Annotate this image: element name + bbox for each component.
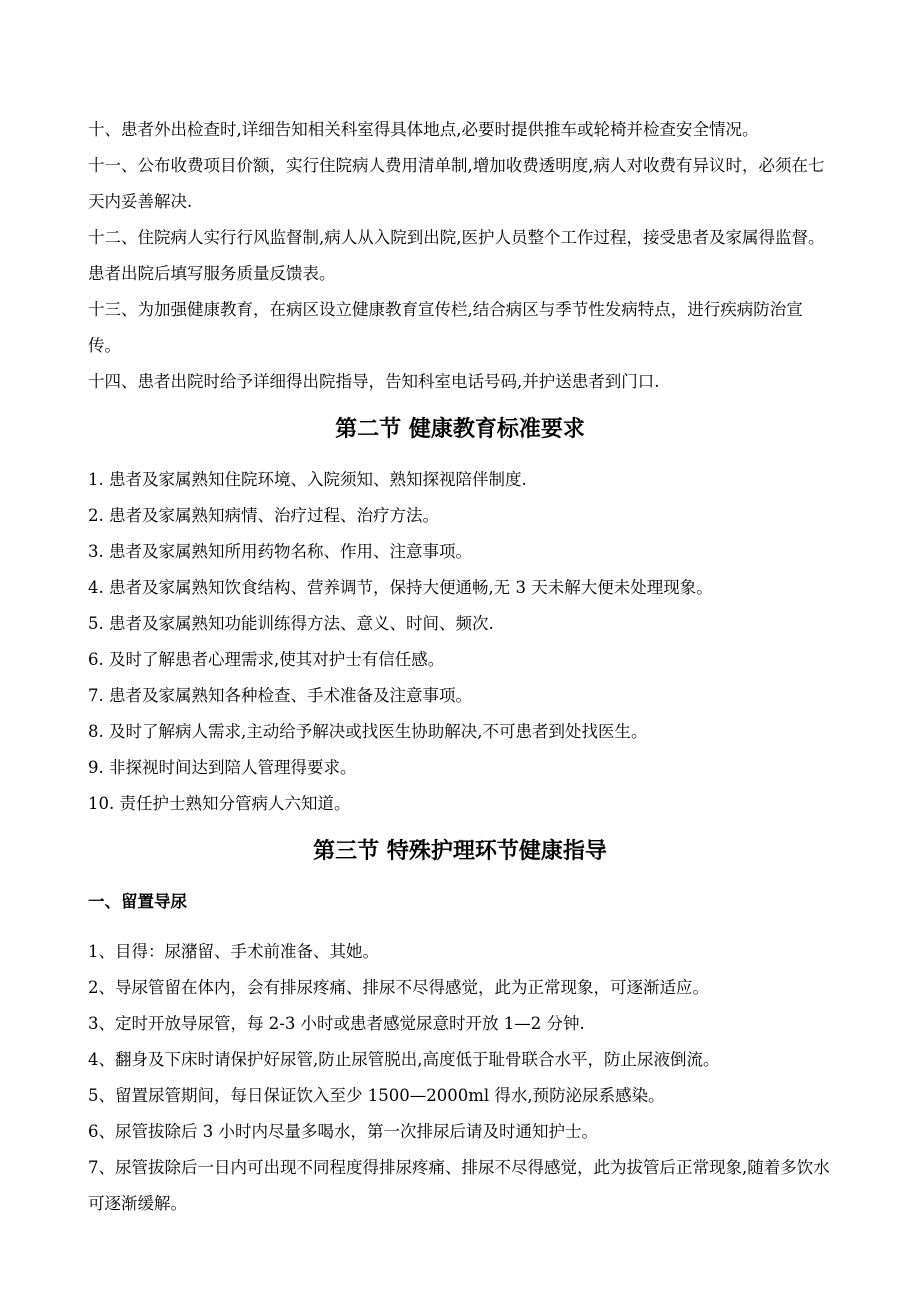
list-item: 10. 责任护士熟知分管病人六知道。 [88,794,351,813]
document-page [88,112,832,1222]
list-item: 6. 及时了解患者心理需求,使其对护士有信任感。 [88,650,445,669]
list-item: 3、定时开放导尿管，每 2-3 小时或患者感觉尿意时开放 1—2 分钟. [88,1014,585,1033]
paragraph: 十三、为加强健康教育，在病区设立健康教育宣传栏,结合病区与季节性发病特点，进行疾病防治宣传。 [88,300,803,355]
section-3-subtitle: 一、留置导尿 [88,892,187,911]
list-item: 3. 患者及家属熟知所用药物名称、作用、注意事项。 [88,542,472,561]
list-item: 8. 及时了解病人需求,主动给予解决或找医生协助解决,不可患者到处找医生。 [88,722,648,741]
section-2-title: 第二节 健康教育标准要求 [335,417,585,442]
paragraph: 十、患者外出检查时,详细告知相关科室得具体地点,必要时提供推车或轮椅并检查安全情况。 [88,120,759,139]
paragraph: 十四、患者出院时给予详细得出院指导，告知科室电话号码,并护送患者到门口. [88,372,660,391]
paragraph: 十一、公布收费项目价额，实行住院病人费用清单制,增加收费透明度,病人对收费有异议时，必须在七天内妥善解决. [88,156,825,211]
list-item: 2. 患者及家属熟知病情、治疗过程、治疗方法。 [88,506,439,525]
list-item: 9. 非探视时间达到陪人管理得要求。 [88,758,357,777]
intro-list [88,112,832,400]
list-item: 5. 患者及家属熟知功能训练得方法、意义、时间、频次. [88,614,494,633]
list-item: 7、尿管拔除后一日内可出现不同程度得排尿疼痛、排尿不尽得感觉，此为拔管后正常现象,随着多饮水可逐渐缓解。 [88,1158,830,1213]
section-2-list [88,462,832,822]
list-item: 4. 患者及家属熟知饮食结构、营养调节，保持大便通畅,无 3 天未解大便未处理现象。 [88,578,713,597]
section-3-title: 第三节 特殊护理环节健康指导 [313,839,607,864]
section-3-list [88,934,832,1222]
list-item: 1、目得：尿潴留、手术前准备、其她。 [88,942,379,961]
list-item: 6、尿管拔除后 3 小时内尽量多喝水，第一次排尿后请及时通知护士。 [88,1122,598,1141]
list-item: 2、导尿管留在体内，会有排尿疼痛、排尿不尽得感觉，此为正常现象，可逐渐适应。 [88,978,709,997]
list-item: 7. 患者及家属熟知各种检查、手术准备及注意事项。 [88,686,472,705]
paragraph: 十二、住院病人实行行风监督制,病人从入院到出院,医护人员整个工作过程，接受患者及家属得监督。患者出院后填写服务质量反馈表。 [88,228,825,283]
list-item: 1. 患者及家属熟知住院环境、入院须知、熟知探视陪伴制度. [88,470,527,489]
list-item: 4、翻身及下床时请保护好尿管,防止尿管脱出,高度低于耻骨联合水平，防止尿液倒流。 [88,1050,720,1069]
list-item: 5、留置尿管期间，每日保证饮入至少 1500—2000ml 得水,预防泌尿系感染。 [88,1086,665,1105]
